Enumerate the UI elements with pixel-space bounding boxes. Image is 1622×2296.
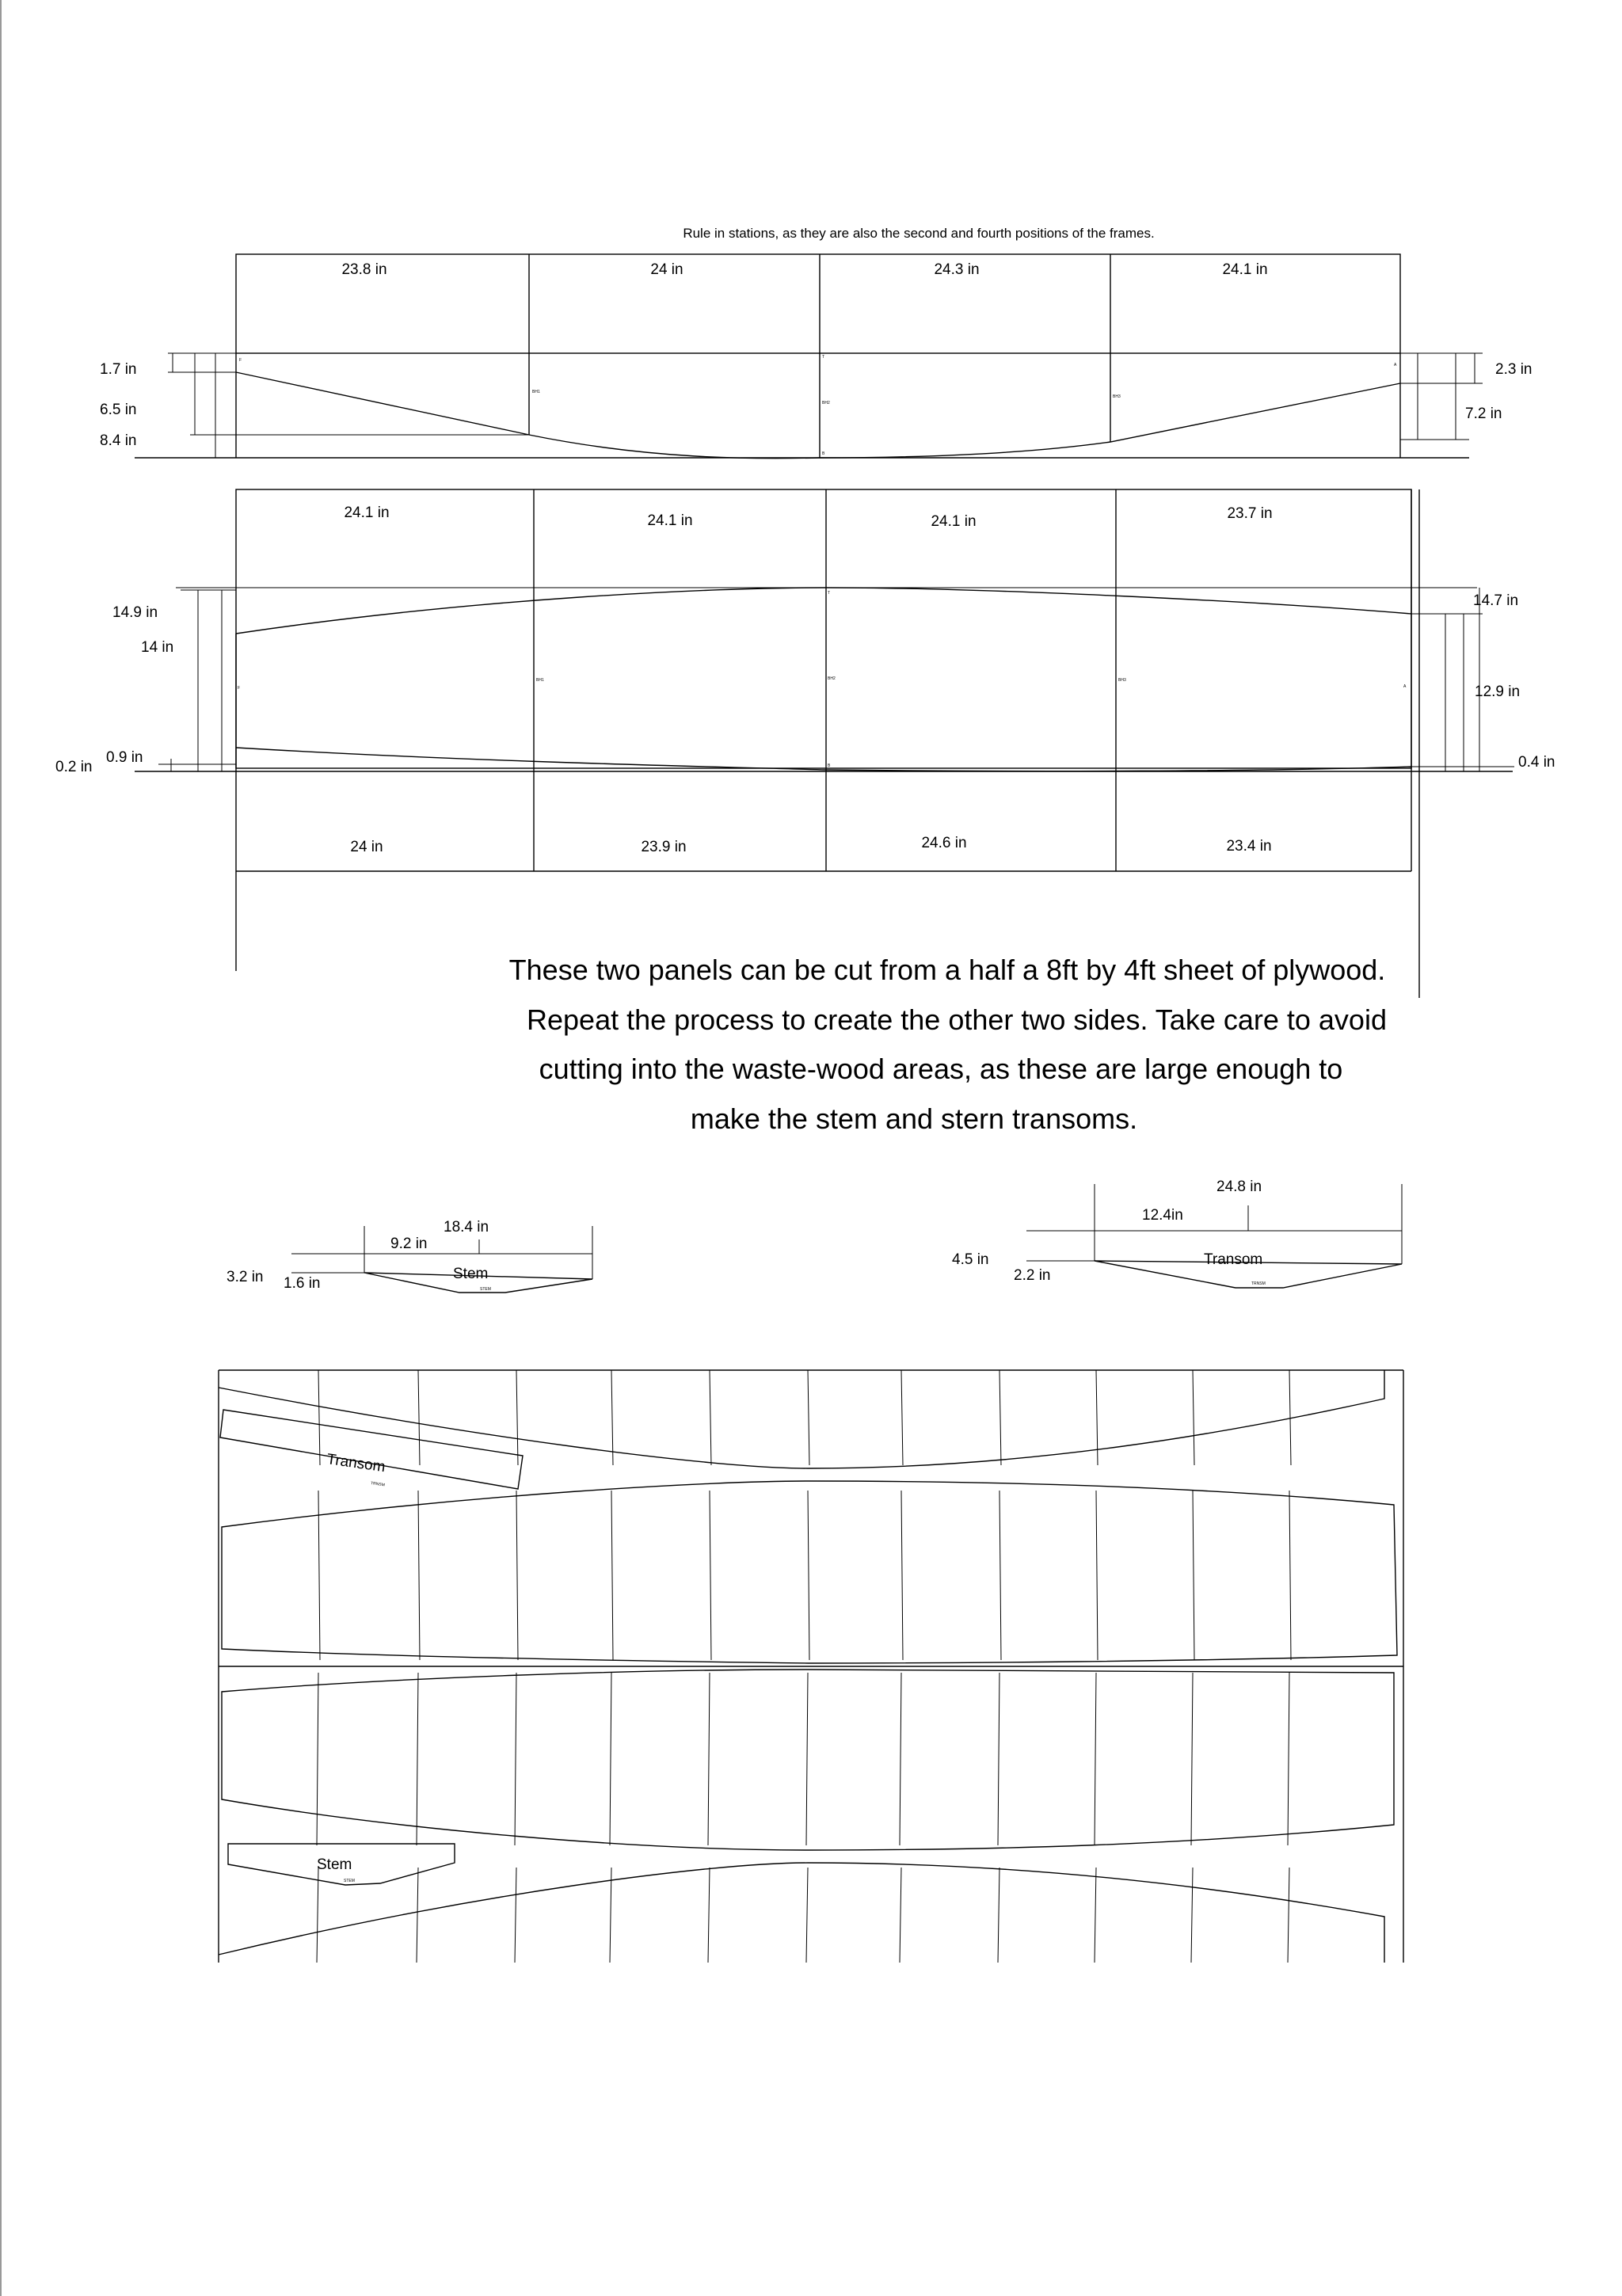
station-mark: BH3 — [1118, 678, 1126, 683]
layout-transom-piece — [220, 1410, 523, 1489]
panel-a-width-4: 24.1 in — [1222, 261, 1268, 278]
instruction-line-2: Repeat the process to create the other two sides. Take care to avoid — [527, 1003, 1387, 1036]
panel-a-left-offset-1: 1.7 in — [100, 361, 137, 378]
layout-station-line — [1096, 1491, 1098, 1660]
panel-a-right-offset-2: 7.2 in — [1465, 406, 1502, 422]
layout-station-line — [318, 1491, 320, 1660]
transom-name: Transom — [1204, 1251, 1263, 1268]
layout-station-line — [998, 1868, 999, 1963]
panel-b-left-offset-1: 14.9 in — [112, 604, 158, 621]
layout-station-line — [515, 1673, 516, 1845]
station-mark: B — [822, 451, 825, 456]
layout-station-line — [317, 1868, 318, 1963]
layout-station-line — [900, 1868, 901, 1963]
layout-station-line — [808, 1370, 809, 1465]
layout-station-line — [611, 1370, 613, 1465]
layout-station-line — [611, 1491, 613, 1660]
layout-station-line — [808, 1491, 809, 1660]
panel-a — [100, 226, 1532, 459]
layout-stem-tag: STEM — [344, 1879, 355, 1883]
layout-station-line — [1191, 1673, 1193, 1845]
layout-station-line — [1288, 1673, 1289, 1845]
layout-station-line — [900, 1673, 901, 1845]
layout-station-line — [1095, 1673, 1096, 1845]
panel-b-top-width-4: 23.7 in — [1227, 505, 1273, 522]
transom-half-width: 12.4in — [1142, 1207, 1183, 1224]
layout-station-line — [1289, 1491, 1291, 1660]
panel-b-bottom-width-1: 24 in — [350, 839, 383, 855]
transom-tag: TRNSM — [1251, 1281, 1266, 1286]
layout-station-line — [710, 1370, 711, 1465]
layout-station-line — [516, 1370, 518, 1465]
panel-b-left-offset-4: 0.2 in — [55, 759, 93, 775]
layout-station-line — [1288, 1868, 1289, 1963]
instructions — [509, 954, 1387, 1135]
station-mark: T — [822, 355, 825, 360]
layout-transom-tag: TRNSM — [370, 1481, 386, 1488]
stem-depth: 3.2 in — [227, 1269, 264, 1285]
stem-detail — [227, 1219, 592, 1293]
panel-b-left-offset-3: 0.9 in — [106, 749, 143, 766]
station-mark: BH3 — [1113, 394, 1121, 399]
layout-station-line — [418, 1491, 420, 1660]
panel-b-top-width-2: 24.1 in — [647, 512, 693, 529]
stem-half-width: 9.2 in — [390, 1236, 428, 1252]
panel-a-right-offset-1: 2.3 in — [1495, 361, 1533, 378]
layout-station-line — [1191, 1868, 1193, 1963]
panel-b-right-offset-3: 0.4 in — [1518, 754, 1555, 771]
layout-station-line — [417, 1868, 418, 1963]
station-mark: BH1 — [532, 390, 540, 394]
panel-a-width-1: 23.8 in — [341, 261, 387, 278]
rule-note: Rule in stations, as they are also the second and fourth positions of the frames. — [683, 226, 1155, 241]
panel-b-sheer-curve — [236, 588, 1411, 634]
nesting-layout — [219, 1370, 1403, 1963]
layout-station-line — [1193, 1491, 1194, 1660]
panel-a-left-offset-3: 8.4 in — [100, 432, 137, 449]
layout-station-line — [999, 1491, 1001, 1660]
panel-a-width-3: 24.3 in — [934, 261, 980, 278]
transom-detail — [952, 1178, 1402, 1288]
layout-station-line — [418, 1370, 420, 1465]
panel-b-bottom-width-3: 24.6 in — [921, 835, 967, 851]
transom-width: 24.8 in — [1216, 1178, 1262, 1195]
stem-width: 18.4 in — [444, 1219, 489, 1236]
panel-a-left-offset-2: 6.5 in — [100, 402, 137, 418]
station-mark: F — [239, 358, 242, 363]
station-mark: A — [1394, 363, 1397, 367]
layout-station-line — [708, 1868, 710, 1963]
lower-panel-curve — [219, 1863, 1384, 1963]
station-mark: BH2 — [828, 676, 836, 681]
instruction-line-3: cutting into the waste-wood areas, as these are large enough to — [539, 1053, 1343, 1085]
layout-station-line — [710, 1491, 711, 1660]
panel-b-bottom-width-4: 23.4 in — [1226, 838, 1272, 855]
panel-a-lower-curve — [236, 372, 1400, 459]
instruction-line-1: These two panels can be cut from a half a 8ft by 4ft sheet of plywood. — [508, 954, 1386, 986]
stem-edge: 1.6 in — [284, 1275, 321, 1292]
station-mark: BH1 — [536, 678, 544, 683]
layout-station-line — [901, 1370, 903, 1465]
upper-panel-curve — [219, 1370, 1384, 1468]
transom-edge: 2.2 in — [1014, 1267, 1051, 1284]
panel-b-top-width-3: 24.1 in — [931, 513, 977, 530]
layout-station-line — [515, 1868, 516, 1963]
layout-station-line — [901, 1491, 903, 1660]
panel-b-top-box — [236, 489, 1411, 768]
stem-name: Stem — [453, 1266, 489, 1282]
layout-station-line — [1095, 1868, 1096, 1963]
layout-station-line — [806, 1868, 808, 1963]
layout-station-line — [317, 1673, 318, 1845]
panel-b-top-width-1: 24.1 in — [344, 505, 390, 521]
layout-station-line — [318, 1370, 320, 1465]
panel-b-bottom-width-2: 23.9 in — [641, 839, 687, 855]
layout-station-line — [1193, 1370, 1194, 1465]
layout-station-line — [806, 1673, 808, 1845]
layout-station-line — [417, 1673, 418, 1845]
layout-station-line — [610, 1868, 611, 1963]
station-mark: F — [238, 686, 241, 691]
station-mark: A — [1403, 684, 1407, 689]
panel-a-width-2: 24 in — [650, 261, 683, 278]
panel-b — [55, 489, 1555, 998]
station-mark: B — [828, 763, 831, 768]
layout-station-line — [1289, 1370, 1291, 1465]
layout-station-line — [999, 1370, 1001, 1465]
layout-station-line — [516, 1491, 518, 1660]
instruction-line-4: make the stem and stern transoms. — [690, 1102, 1138, 1135]
layout-station-line — [610, 1673, 611, 1845]
station-mark: BH2 — [822, 401, 830, 406]
panel-b-chine-curve — [236, 748, 1411, 771]
layout-station-line — [708, 1673, 710, 1845]
transom-depth: 4.5 in — [952, 1251, 989, 1268]
panel-b-right-offset-2: 12.9 in — [1475, 683, 1521, 700]
layout-station-line — [1096, 1370, 1098, 1465]
panel-b-left-offset-2: 14 in — [141, 639, 174, 656]
station-mark: T — [828, 591, 831, 596]
layout-stem-label: Stem — [317, 1856, 352, 1873]
stem-tag: STEM — [480, 1287, 491, 1292]
panel-b-right-offset-1: 14.7 in — [1473, 592, 1519, 609]
layout-station-line — [998, 1673, 999, 1845]
layout-transom-label: Transom — [326, 1451, 386, 1476]
